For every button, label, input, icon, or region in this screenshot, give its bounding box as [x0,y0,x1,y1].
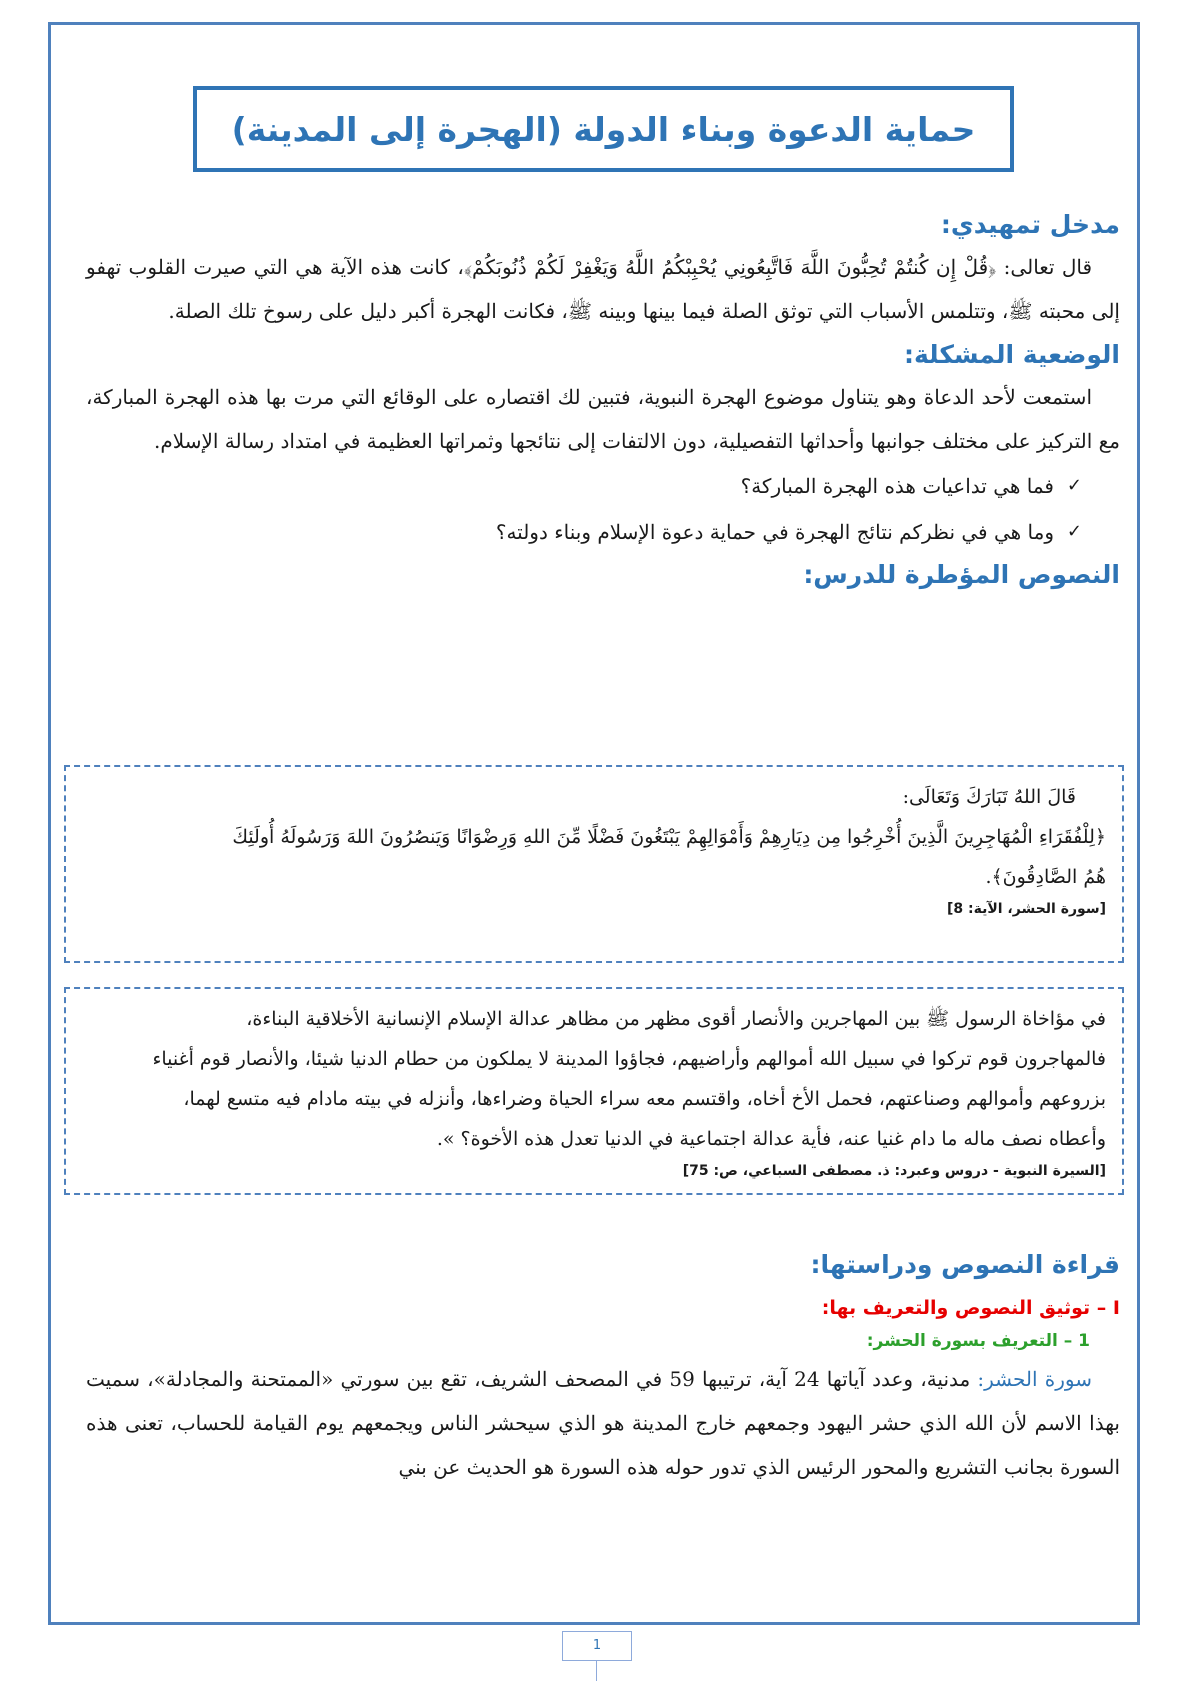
verse-source: [سورة الحشر، الآية: 8] [946,901,1106,917]
question-text: وما هي في نظركم نتائج الهجرة في حماية دعوة الإسلام وبناء دولته؟ [495,520,1054,544]
sira-line: بزروعهم وأموالهم وصناعتهم، فحمل الأخ أخاه، واقتسم معه سراء الحياة وضراءها، وأنزله في بيته مادام فيه متسع لهما، [183,1088,1106,1110]
sira-line: فالمهاجرون قوم تركوا في سبيل الله أموالهم وأراضيهم، فجاؤوا المدينة لا يملكون من حطام الدنيا شيئا، والأنصار قوم أغنياء [152,1048,1106,1070]
surah-lead: سورة الحشر: [977,1367,1092,1391]
problem-paragraph: استمعت لأحد الدعاة وهو يتناول موضوع الهجرة النبوية، فتبين لك اقتصاره على الوقائع التي مرت بها هذه الهجرة المباركة، مع التركيز على مختلف جوانبها وأحداثها التفصيلية، دون الالتفات إلى نتائجها وثمراتها العظيمة في امتداد رسالة الإسلام. [86,385,1120,453]
verse-line: هُمُ الصَّادِقُونَ﴾. [985,866,1106,888]
surah-paragraph [86,1357,1120,1489]
page-title: حماية الدعوة وبناء الدولة (الهجرة إلى المدينة) [231,109,976,149]
page-number: 1 [562,1631,632,1661]
verse-line: ﴿لِلْفُقَرَاءِ الْمُهَاجِرِينَ الَّذِينَ أُخْرِجُوا مِن دِيَارِهِمْ وَأَمْوَالِهِمْ يَبْتَغُونَ فَضْلًا مِّنَ اللهِ وَرِضْوَانًا وَيَنصُرُونَ اللهَ وَرَسُولَهُ أُولَئِكَ [232,826,1106,848]
question-item [86,463,1082,509]
page-number-stem [596,1661,597,1681]
question-text: فما هي تداعيات هذه الهجرة المباركة؟ [740,474,1054,498]
check-icon: ✓ [1066,475,1082,496]
intro-heading: مدخل تمهيدي: [940,210,1120,239]
reading-section [86,1245,1120,1489]
intro-paragraph: قال تعالى: ﴿قُلْ إِن كُنتُمْ تُحِبُّونَ اللَّهَ فَاتَّبِعُونِي يُحْبِبْكُمُ اللَّهُ وَيَغْفِرْ لَكُمْ ذُنُوبَكُمْ﴾، كانت هذه الآية هي التي صيرت القلوب تهفو إلى محبته ﷺ، وتتلمس الأسباب التي توثق الصلة فيما بينها وبينه ﷺ، فكانت الهجرة أكبر دليل على رسوخ تلك الصلة. [86,255,1120,323]
reading-heading: قراءة النصوص ودراستها: [810,1250,1120,1279]
problem-heading: الوضعية المشكلة: [903,340,1120,369]
verse-intro: قَالَ اللهُ تَبَارَكَ وَتَعَالَى: [902,786,1076,808]
sira-text-box [64,987,1124,1195]
sira-line: وأعطاه نصف ماله ما دام غنيا عنه، فأية عدالة اجتماعية في الدنيا تعدل هذه الأخوة؟ ». [436,1128,1106,1150]
question-item [86,509,1082,555]
sira-source: [السيرة النبوية - دروس وعبرد: ذ. مصطفى السباعي، ص: 75] [682,1163,1106,1179]
surah-text: مدنية، وعدد آياتها 24 آية، ترتيبها 59 في المصحف الشريف، تقع بين سورتي «الممتحنة والمجادلة»، سميت بهذا الاسم لأن الله الذي حشر اليهود وجمعهم خارج المدينة هو الذي سيحشر الناس ويجمعهم يوم القيامة للحساب، تعنى هذه السورة بجانب التشريع والمحور الرئيس الذي تدور حوله هذه السورة هو الحديث عن بني [86,1367,1120,1479]
main-content [86,205,1120,595]
documentation-heading: I – توثيق النصوص والتعريف بها: [821,1297,1120,1319]
question-list [86,463,1120,555]
quran-text-box [64,765,1124,963]
title-box [193,86,1014,172]
sira-line: في مؤاخاة الرسول ﷺ بين المهاجرين والأنصار أقوى مظهر من مظاهر عدالة الإسلام الإنسانية الأخلاقية البناءة، [246,1008,1106,1030]
texts-heading: النصوص المؤطرة للدرس: [803,560,1120,589]
surah-intro-heading: 1 – التعريف بسورة الحشر: [866,1331,1090,1351]
check-icon: ✓ [1066,521,1082,542]
